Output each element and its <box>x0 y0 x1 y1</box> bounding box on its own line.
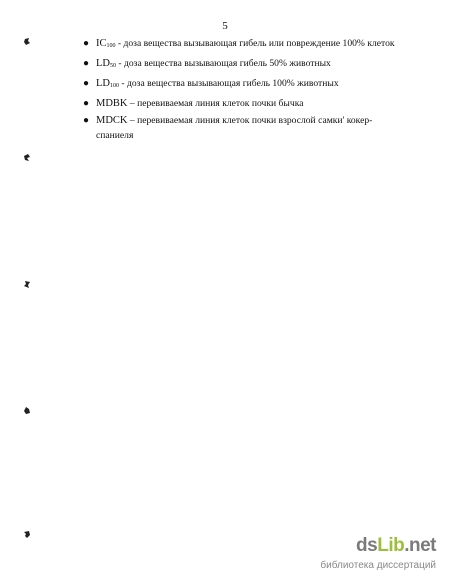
binder-mark-icon <box>24 531 30 538</box>
list-item <box>83 76 405 94</box>
abbreviation-term: MDCK <box>96 115 128 126</box>
abbreviation-definition: – перевиваемая линия клеток почки взрослой самки' кокер-спаниеля <box>96 115 373 141</box>
binder-mark-icon <box>24 38 30 45</box>
watermark-caption: библиотека диссертаций <box>320 560 436 571</box>
binder-mark-icon <box>24 154 30 161</box>
list-item <box>83 96 405 111</box>
list-item <box>83 36 405 54</box>
bullet-icon: ● <box>83 98 90 109</box>
list-item <box>83 56 405 74</box>
bullet-icon: ● <box>83 78 90 89</box>
abbreviation-definition: – перевиваемая линия клеток почки бычка <box>127 98 304 109</box>
binder-mark-icon <box>24 407 30 414</box>
abbreviation-term: $LD_{50}$ <box>96 58 116 69</box>
watermark-logo: dsLib.net <box>356 535 436 556</box>
bullet-icon: ● <box>83 58 90 69</box>
abbreviation-definition: - доза вещества вызывающая гибель или повреждение 100% клеток <box>115 38 395 49</box>
abbreviation-term: MDBK <box>96 98 128 109</box>
bullet-icon: ● <box>83 115 90 126</box>
page-number: 5 <box>222 20 228 32</box>
binder-mark-icon <box>24 281 30 288</box>
abbreviation-term: $IC_{100}$ <box>96 38 116 49</box>
abbreviation-list <box>83 36 405 145</box>
abbreviation-term: $LD_{100}$ <box>96 78 119 89</box>
abbreviation-definition: - доза вещества вызывающая гибель 50% животных <box>116 58 331 69</box>
watermark <box>298 535 438 575</box>
abbreviation-definition: - доза вещества вызывающая гибель 100% животных <box>119 78 339 89</box>
bullet-icon: ● <box>83 38 90 49</box>
list-item <box>83 113 405 143</box>
